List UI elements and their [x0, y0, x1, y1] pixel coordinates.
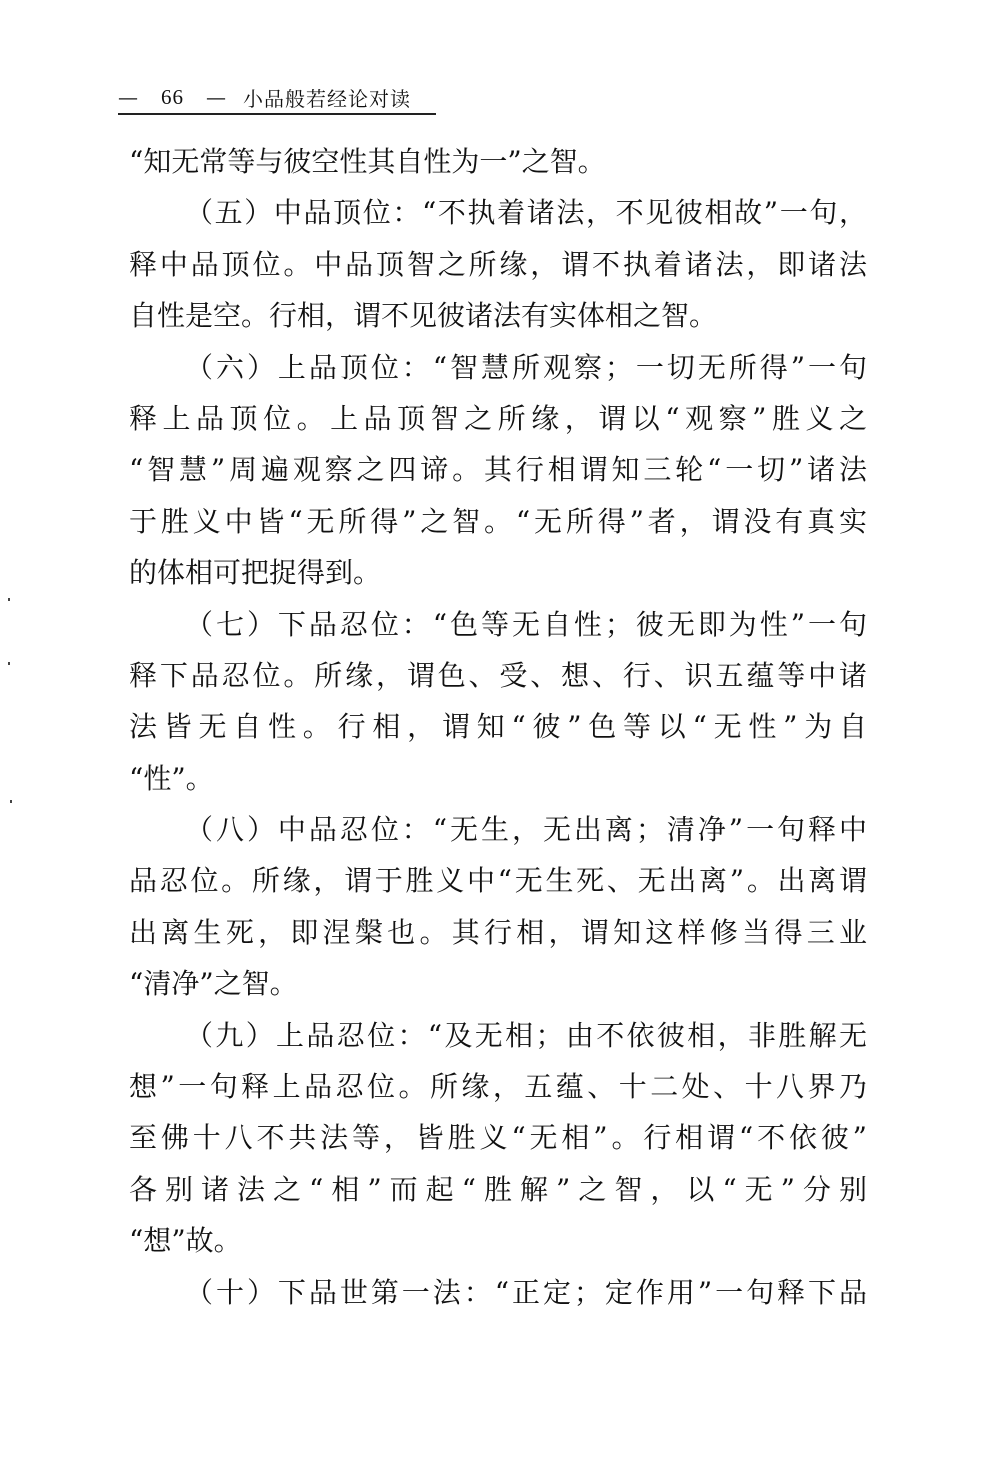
text-line: 自性是空。行相，谓不见彼诸法有实体相之智。 — [129, 299, 718, 333]
text-line: 释上品顶位。上品顶智之所缘，谓以“观察”胜义之 — [129, 401, 867, 435]
text-line: 品忍位。所缘，谓于胜义中“无生死、无出离”。出离谓 — [129, 864, 867, 898]
body-text — [129, 136, 867, 1318]
page-number: 66 — [161, 84, 184, 109]
text-line: “知无常等与彼空性其自性为一”之智。 — [129, 145, 606, 178]
scan-speck — [10, 800, 12, 803]
text-line: “想”故。 — [129, 1224, 242, 1258]
text-line: 的体相可把捉得到。 — [129, 556, 382, 590]
header-dash-right: — — [206, 85, 227, 109]
text-line: 至佛十八不共法等，皆胜义“无相”。行相谓“不依彼” — [129, 1121, 867, 1155]
text-line: （八）中品忍位：“无生，无出离；清净”一句释中 — [185, 813, 867, 847]
running-header — [118, 82, 438, 112]
text-line: （六）上品顶位：“智慧所观察；一切无所得”一句 — [185, 350, 867, 384]
text-line: 出离生死，即涅槃也。其行相，谓知这样修当得三业 — [129, 915, 867, 949]
text-line: （七）下品忍位：“色等无自性；彼无即为性”一句 — [185, 607, 867, 641]
text-line: （九）上品忍位：“及无相；由不依彼相，非胜解无 — [185, 1018, 867, 1052]
text-line: “清净”之智。 — [129, 967, 298, 1001]
book-title: 小品般若经论对读 — [243, 86, 411, 111]
text-line: （十）下品世第一法：“正定；定作用”一句释下品 — [185, 1275, 867, 1309]
text-line: “性”。 — [129, 761, 214, 795]
text-line: “智慧”周遍观察之四谛。其行相谓知三轮“一切”诸法 — [129, 453, 867, 487]
scan-speck — [8, 598, 10, 601]
text-line: 于胜义中皆“无所得”之智。“无所得”者，谓没有真实 — [129, 504, 867, 538]
text-line: 释中品顶位。中品顶智之所缘，谓不执着诸法，即诸法 — [129, 247, 867, 281]
text-line: 法皆无自性。行相，谓知“彼”色等以“无性”为自 — [129, 710, 867, 744]
text-line: 释下品忍位。所缘，谓色、受、想、行、识五蕴等中诸 — [129, 658, 867, 692]
header-dash-left: — — [118, 85, 139, 109]
header-rule — [118, 113, 436, 115]
text-line: （五）中品顶位：“不执着诸法，不见彼相故”一句， — [185, 196, 867, 230]
scan-speck — [8, 662, 10, 665]
text-line: 想”一句释上品忍位。所缘，五蕴、十二处、十八界乃 — [129, 1070, 867, 1104]
text-line: 各别诸法之“相”而起“胜解”之智，以“无”分别 — [129, 1172, 867, 1206]
